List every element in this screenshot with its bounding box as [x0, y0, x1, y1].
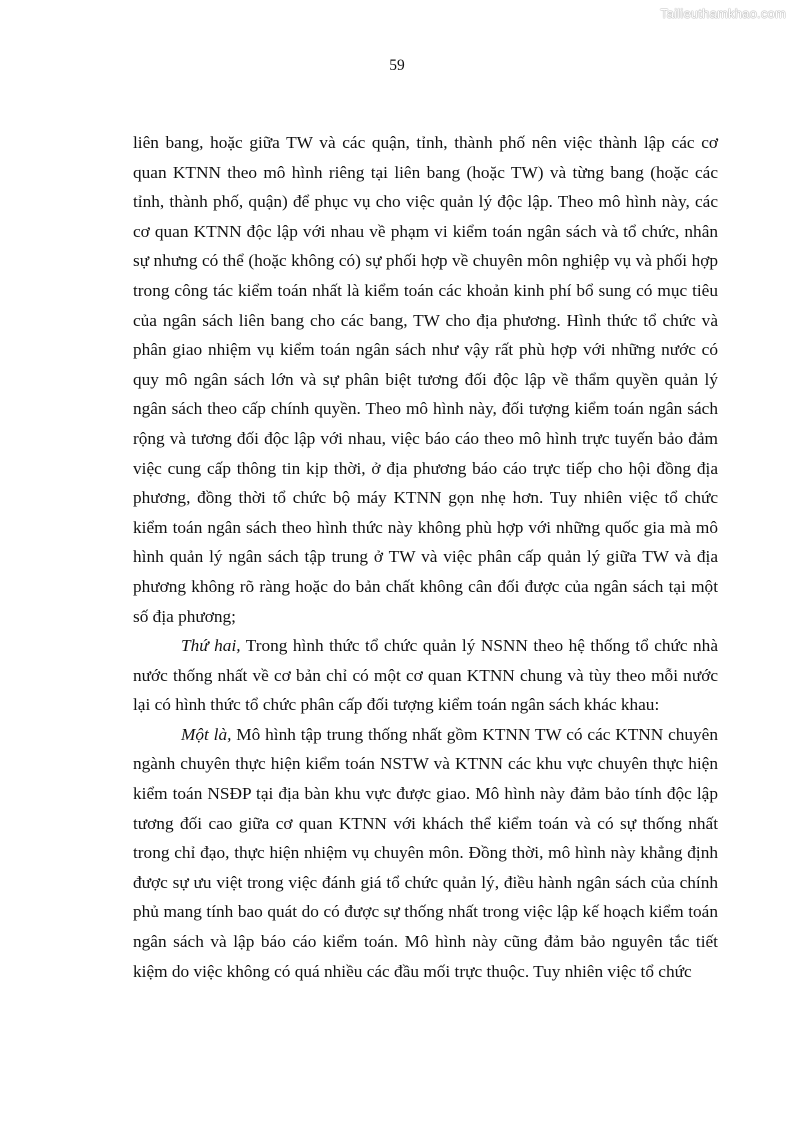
- paragraph-2-lead: Thứ hai,: [181, 636, 241, 656]
- watermark: Tailieuthamkhao.com: [660, 6, 786, 21]
- paragraph-3-lead: Một là,: [181, 724, 232, 744]
- paragraph-1-text: liên bang, hoặc giữa TW và các quận, tỉnh, thành phố nên việc thành lập các cơ quan KTNN theo mô hình riêng tại liên bang (hoặc TW) và từng bang (hoặc các tỉnh, thành phố, quận) để phục vụ cho việc quản lý độc lập. Theo mô hình này, các cơ quan KTNN độc lập với nhau về phạm vi kiểm toán ngân sách và tổ chức, nhân sự nhưng có thể (hoặc không có) sự phối hợp về chuyên môn nghiệp vụ và phối hợp trong công tác kiểm toán nhất là kiểm toán các khoản kinh phí bổ sung có mục tiêu của ngân sách liên bang cho các bang, TW cho địa phương. Hình thức tổ chức và phân giao nhiệm vụ kiểm toán ngân sách như vậy rất phù hợp với những nước có quy mô ngân sách lớn và sự phân biệt tương đối độc lập về thẩm quyền quản lý ngân sách theo cấp chính quyền. Theo mô hình này, đối tượng kiểm toán ngân sách rộng và tương đối độc lập với nhau, việc báo cáo theo mô hình trực tuyến bảo đảm việc cung cấp thông tin kịp thời, ở địa phương báo cáo trực tiếp cho hội đồng địa phương, đồng thời tổ chức bộ máy KTNN gọn nhẹ hơn. Tuy nhiên việc tổ chức kiểm toán ngân sách theo hình thức này không phù hợp với những quốc gia mà mô hình quản lý ngân sách tập trung ở TW và việc phân cấp quản lý giữa TW và địa phương không rõ ràng hoặc do bản chất không cân đối được của ngân sách tại một số địa phương;: [133, 133, 718, 626]
- document-body: [133, 128, 718, 986]
- paragraph-2-text: Trong hình thức tổ chức quản lý NSNN theo hệ thống tổ chức nhà nước thống nhất về cơ bản chỉ có một cơ quan KTNN chung và tùy theo mỗi nước lại có hình thức tổ chức phân cấp đối tượng kiểm toán ngân sách khác khau:: [133, 636, 718, 715]
- paragraph-3: [133, 720, 718, 986]
- paragraph-2: [133, 631, 718, 720]
- paragraph-3-text: Mô hình tập trung thống nhất gồm KTNN TW có các KTNN chuyên ngành chuyên thực hiện kiểm toán NSTW và KTNN các khu vực chuyên thực hiện kiểm toán NSĐP tại địa bàn khu vực được giao. Mô hình này đảm bảo tính độc lập tương đối cao giữa cơ quan KTNN với khách thể kiểm toán và có sự thống nhất trong chỉ đạo, thực hiện nhiệm vụ chuyên môn. Đồng thời, mô hình này khẳng định được sự ưu việt trong việc đánh giá tổ chức quản lý, điều hành ngân sách của chính phủ mang tính bao quát do có được sự thống nhất trong việc lập kế hoạch kiểm toán ngân sách và lập báo cáo kiểm toán. Mô hình này cũng đảm bảo nguyên tắc tiết kiệm do việc không có quá nhiều các đầu mối trực thuộc. Tuy nhiên việc tổ chức: [133, 724, 718, 981]
- page-number: 59: [389, 57, 405, 74]
- paragraph-1: [133, 128, 718, 631]
